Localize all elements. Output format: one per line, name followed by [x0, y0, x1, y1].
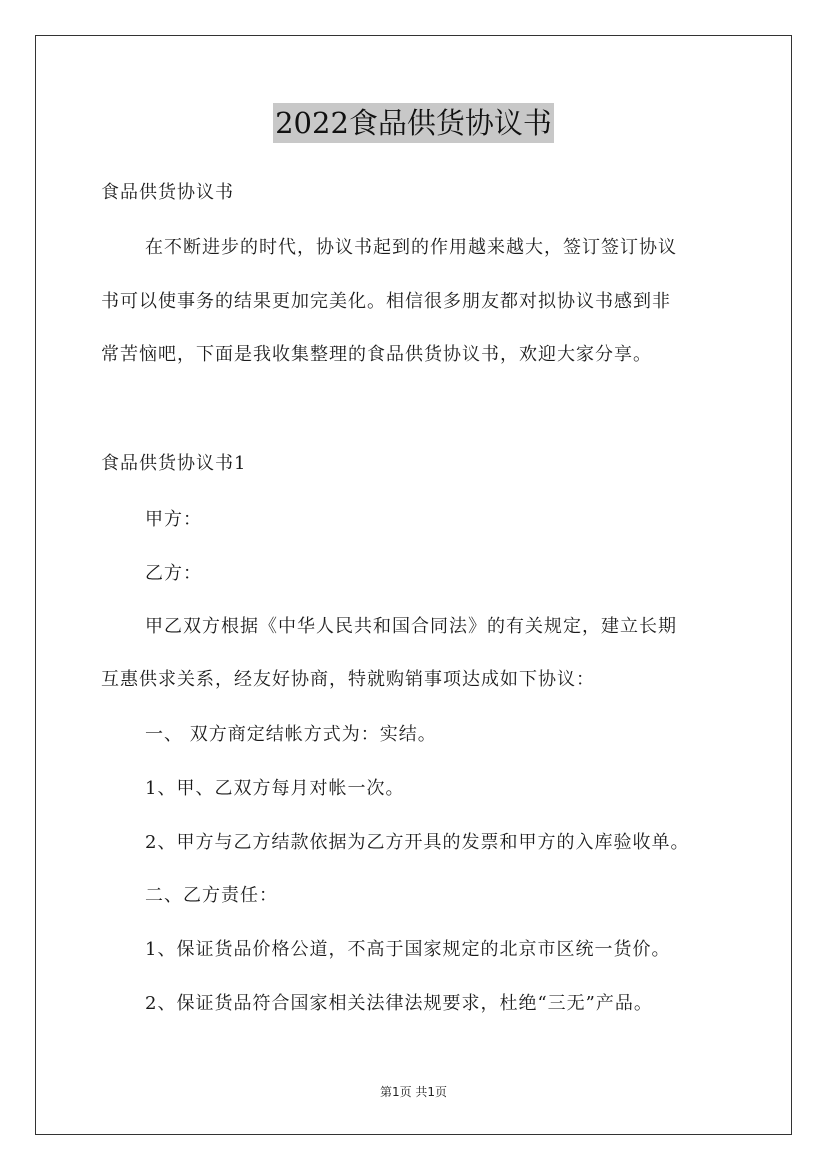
document-title: 2022食品供货协议书: [273, 103, 554, 143]
intro-paragraph-line: 常苦恼吧，下面是我收集整理的食品供货协议书，欢迎大家分享。: [101, 344, 652, 365]
party-b-label: 乙方：: [145, 563, 202, 584]
clause-2-heading: 二、乙方责任：: [145, 885, 278, 906]
title-container: [0, 103, 827, 143]
clause-1-heading: 一、 双方商定结帐方式为：实结。: [145, 724, 437, 745]
clause-2-item: 2、保证货品符合国家相关法律法规要求，杜绝“三无”产品。: [145, 993, 653, 1014]
clause-1-item: 2、甲方与乙方结款依据为乙方开具的发票和甲方的入库验收单。: [145, 832, 690, 853]
document-subtitle: 食品供货协议书: [101, 182, 234, 203]
intro-paragraph-line: 书可以使事务的结果更加完美化。相信很多朋友都对拟协议书感到非: [101, 291, 671, 312]
preamble-line: 互惠供求关系，经友好协商，特就购销事项达成如下协议：: [101, 669, 595, 690]
intro-paragraph-line: 在不断进步的时代，协议书起到的作用越来越大，签订签订协议: [145, 237, 677, 258]
clause-1-item: 1、甲、乙双方每月对帐一次。: [145, 778, 405, 799]
party-a-label: 甲方：: [145, 509, 202, 530]
clause-2-item: 1、保证货品价格公道，不高于国家规定的北京市区统一货价。: [145, 939, 671, 960]
page-number-footer: 第1页 共1页: [379, 1085, 448, 1099]
section-heading: 食品供货协议书1: [101, 453, 247, 474]
preamble-line: 甲乙双方根据《中华人民共和国合同法》的有关规定，建立长期: [145, 616, 677, 637]
